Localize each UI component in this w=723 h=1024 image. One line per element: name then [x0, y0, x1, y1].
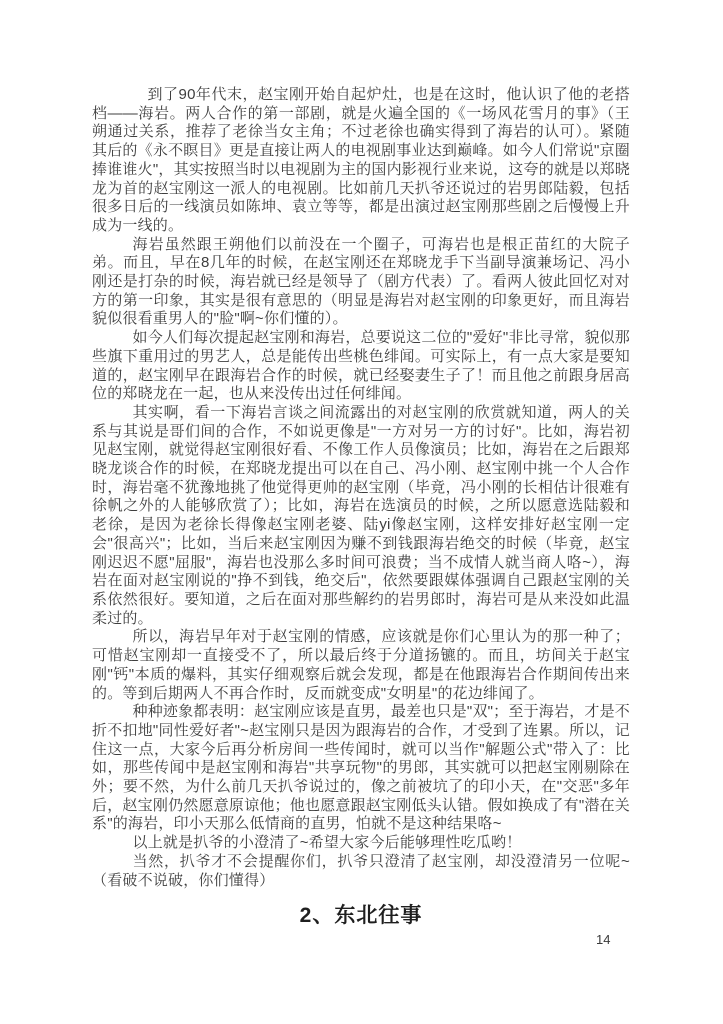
section-heading: 2、东北往事 [299, 904, 423, 928]
paragraph: 海岩虽然跟王朔他们以前没在一个圈子，可海岩也是根正苗红的大院子弟。而且，早在8几年的时候，在赵宝刚还在郑晓龙手下当副导演兼场记、冯小刚还是打杂的时候，海岩就已经是领导了（剧方代表）了。看两人彼此回忆对对方的第一印象，其实是很有意思的（明显是海岩对赵宝刚的印象更好，而且海岩貌似很看重男人的"脸"啊~你们懂的）。 [92, 235, 630, 328]
paragraph: 其实啊，看一下海岩言谈之间流露出的对赵宝刚的欣赏就知道，两人的关系与其说是哥们间的合作，不如说更像是"一方对另一方的讨好"。比如，海岩初见赵宝刚，就觉得赵宝刚很好看、不像工作人员像演员；比如，海岩在之后跟郑晓龙谈合作的时候，在郑晓龙提出可以在自己、冯小刚、赵宝刚中挑一个人合作时，海岩毫不犹豫地挑了他觉得更帅的赵宝刚（毕竟，冯小刚的长相估计很难有徐帆之外的人能够欣赏了）；比如，海岩在选演员的时候，之所以愿意选陆毅和老徐，是因为老徐长得像赵宝刚老婆、陆yi像赵宝刚，这样安排好赵宝刚一定会"很高兴"；比如，当后来赵宝刚因为赚不到钱跟海岩绝交的时候（毕竟，赵宝刚迟迟不愿"屈服"，海岩也没那么多时间可浪费；当不成情人就当商人咯~），海岩在面对赵宝刚说的"挣不到钱，绝交后"，依然要跟媒体强调自己跟赵宝刚的关系依然很好。要知道，之后在面对那些解约的岩男郎时，海岩可是从来没如此温柔过的。 [92, 403, 630, 627]
article-body [92, 86, 630, 930]
page-number: 14 [596, 932, 611, 947]
paragraph: 当然，扒爷才不会提醒你们，扒爷只澄清了赵宝刚，却没澄清另一位呢~（看破不说破，你们懂得） [92, 852, 630, 889]
paragraph: 以上就是扒爷的小澄清了~希望大家今后能够理性吃瓜哟！ [132, 834, 522, 852]
paragraph: 所以，海岩早年对于赵宝刚的情感，应该就是你们心里认为的那一种了；可惜赵宝刚却一直接受不了，所以最后终于分道扬镳的。而且，坊间关于赵宝刚"钙"本质的爆料，其实仔细观察后就会发现，都是在他跟海岩合作期间传出来的。等到后期两人不再合作时，反而就变成"女明星"的花边绯闻了。 [92, 628, 630, 702]
paragraph: 种种迹象都表明：赵宝刚应该是直男，最差也只是"双"；至于海岩，才是不折不扣地"同性爱好者"~赵宝刚只是因为跟海岩的合作，才受到了连累。所以，记住这一点，大家今后再分析房间一些传闻时，就可以当作"解题公式"带入了：比如，那些传闻中是赵宝刚和海岩"共享玩物"的男郎，其实就可以把赵宝刚剔除在外；要不然，为什么前几天扒爷说过的，像之前被坑了的印小天，在"交恶"多年后，赵宝刚仍然愿意原谅他；他也愿意跟赵宝刚低头认错。假如换成了有"潜在关系"的海岩，印小天那么低情商的直男，怕就不是这种结果咯~ [92, 703, 630, 833]
paragraph: 到了90年代末，赵宝刚开始自起炉灶，也是在这时，他认识了他的老搭档——海岩。两人合作的第一部剧，就是火遍全国的《一场风花雪月的事》（王朔通过关系，推荐了老徐当女主角；不过老徐也确实得到了海岩的认可）。紧随其后的《永不瞑目》更是直接让两人的电视剧事业达到巅峰。如今人们常说"京圈捧谁谁火"，其实按照当时以电视剧为主的国内影视行业来说，这夸的就是以郑晓龙为首的赵宝刚这一派人的电视剧。比如前几天扒爷还说过的岩男郎陆毅，包括很多日后的一线演员如陈坤、袁立等等，都是出演过赵宝刚那些剧之后慢慢上升成为一线的。 [92, 86, 630, 234]
paragraph: 如今人们每次提起赵宝刚和海岩，总要说这二位的"爱好"非比寻常，貌似那些旗下重用过的男艺人，总是能传出些桃色绯闻。可实际上，有一点大家是要知道的，赵宝刚早在跟海岩合作的时候，就已经娶妻生子了！而且他之前跟身居高位的郑晓龙在一起，也从来没传出过任何绯闻。 [92, 329, 630, 403]
